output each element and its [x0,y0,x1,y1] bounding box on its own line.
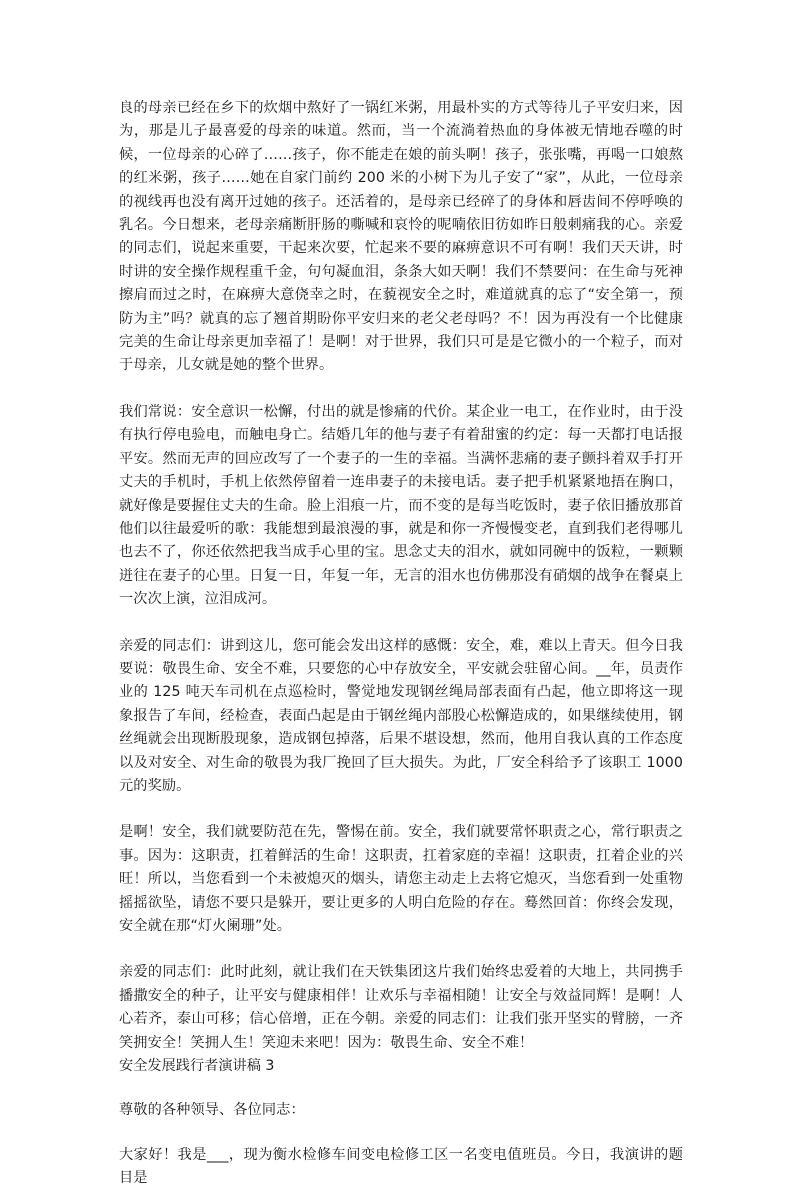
body-paragraph: 良的母亲已经在乡下的炊烟中熬好了一锅红米粥，用最朴实的方式等待儿子平安归来，因为，那是儿子最喜爱的母亲的味道。然而，当一个流淌着热血的身体被无情地吞噬的时候，一位母亲的心碎了……孩子，你不能走在娘的前头啊！孩子，张张嘴，再喝一口娘熬的红米粥，孩子……她在自家门前约 200 米的小树下为儿子安了“家”，从此，一位母亲的视线再也没有离开过她的孩子。还活着的，是母亲已经碎了的身体和唇齿间不停呼唤的乳名。今日想来，老母亲痛断肝肠的嘶喊和哀怜的呢喃依旧彷如昨日般刺痛我的心。亲爱的同志们，说起来重要，干起来次要，忙起来不要的麻痹意识不可有啊！我们天天讲，时时讲的安全操作规程重千金，句句凝血泪，条条大如天啊！我们不禁要问：在生命与死神擦肩而过之时，在麻痹大意侥幸之时，在藐视安全之时，难道就真的忘了“安全第一，预防为主”吗？就真的忘了翘首期盼你平安归来的老父老母吗？不！因为再没有一个比健康完美的生命让母亲更加幸福了！是啊！对于世界，我们只可是是它微小的一个粒子，而对于母亲，儿女就是她的整个世界。 [119,100,683,374]
section-title: 安全发展践行者演讲稿 3 [119,1058,275,1075]
body-paragraph: 我们常说：安全意识一松懈，付出的就是惨痛的代价。某企业一电工，在作业时，由于没有执行停电验电，而触电身亡。结婚几年的他与妻子有着甜蜜的约定：每一天都打电话报平安。然而无声的回应改写了一个妻子的一生的幸福。当满怀悲痛的妻子颤抖着双手打开丈夫的手机时，手机上依然停留着一连串妻子的未接电话。妻子把手机紧紧地捂在胸口，就好像是要握住丈夫的生命。脸上泪痕一片，而不变的是每当吃饭时，妻子依旧播放那首他们以往最爱听的歌：我能想到最浪漫的事，就是和你一齐慢慢变老，直到我们老得哪儿也去不了，你还依然把我当成手心里的宝。思念丈夫的泪水，就如同碗中的饭粒，一颗颗迸往在妻子的心里。日复一日，年复一年，无言的泪水也仿佛那没有硝烟的战争在餐桌上一次次上演，泣泪成河。 [119,403,683,608]
body-paragraph: 亲爱的同志们：此时此刻，就让我们在天铁集团这片我们始终忠爱着的大地上，共同携手播撒安全的种子，让平安与健康相伴！让欢乐与幸福相随！让安全与效益同辉！是啊！人心若齐，泰山可移；信心倍增，正在今朝。亲爱的同志们：让我们张开坚实的臂膀，一齐笑拥安全！笑拥人生！笑迎未来吧！因为：敬畏生命、安全不难！ [119,964,683,1051]
salutation: 尊敬的各种领导、各位同志： [119,1102,305,1119]
body-paragraph: 亲爱的同志们：讲到这儿，您可能会发出这样的感慨：安全，难，难以上青天。但今日我要说：敬畏生命、安全不难，只要您的心中存放安全，平安就会驻留心间。__年，员责作业的 125 吨天车司机在点巡检时，警觉地发现钢丝绳局部表面有凸起，他立即将这一现象报告了车间，经检查，表面凸起是由于钢丝绳内部股心松懈造成的，如果继续使用，钢丝绳就会出现断股现象，造成钢包掉落，后果不堪设想，然而，他用自我认真的工作态度以及对安全、对生命的敬畏为我厂挽回了巨大损失。为此，厂安全科给予了该职工 1000 元的奖励。 [119,637,683,794]
opening-paragraph: 大家好！我是___，现为衡水检修车间变电检修工区一名变电值班员。今日，我演讲的题目是 [119,1146,683,1187]
body-paragraph: 是啊！安全，我们就要防范在先，警惕在前。安全，我们就要常怀职责之心，常行职责之事。因为：这职责，扛着鲜活的生命！这职责，扛着家庭的幸福！这职责，扛着企业的兴旺！所以，当您看到一个未被熄灭的烟头，请您主动走上去将它熄灭，当您看到一处重物摇摇欲坠，请您不要只是躲开，要让更多的人明白危险的存在。蓦然回首：你终会发现，安全就在那“灯火阑珊”处。 [119,824,683,934]
document-page [119,97,683,1191]
